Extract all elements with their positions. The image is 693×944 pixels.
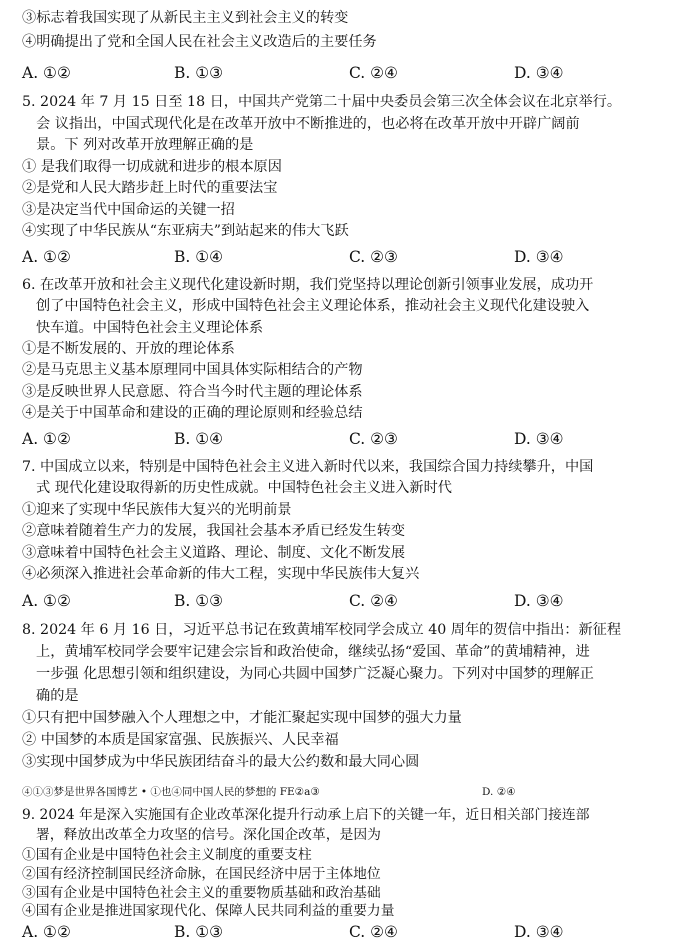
q9-option-a: A. ①② (22, 923, 71, 941)
q6-option-a: A. ①② (22, 430, 71, 448)
q7-statement-2: ②意味着随着生产力的发展，我国社会基本矛盾已经发生转变 (22, 523, 406, 539)
q5-option-c: C. ②③ (349, 248, 398, 266)
q5-stem-line-1: 5. 2024 年 7 月 15 日至 18 日，中国共产党第二十届中央委员会第三次全体会议在北京举行。 (22, 94, 622, 110)
q9-stem-line-2: 署，释放出改革全力攻坚的信号。深化国企改革，是因为 (36, 827, 381, 843)
q4-option-a: A. ①② (22, 64, 71, 82)
q5-option-b: B. ①④ (174, 248, 224, 266)
q7-statement-1: ①迎来了实现中华民族伟大复兴的光明前景 (22, 502, 292, 518)
q6-options (22, 428, 679, 450)
q8-statement-4-row (22, 784, 679, 800)
q6-statement-4: ④是关于中国革命和建设的正确的理论原则和经验总结 (22, 405, 363, 421)
q7-stem-line-2: 式 现代化建设取得新的历史性成就。中国特色社会主义进入新时代 (36, 480, 452, 496)
q7-stem-line-1: 7. 中国成立以来，特别是中国特色社会主义进入新时代以来，我国综合国力持续攀升，中国 (22, 459, 594, 475)
q9-statement-4: ④国有企业是推进国家现代化、保障人民共同利益的重要力量 (22, 903, 395, 919)
q8-stem-line-4: 确的是 (36, 688, 79, 704)
q5-statement-3: ③是决定当代中国命运的关键一招 (22, 202, 235, 218)
q4-options (22, 62, 679, 84)
q6-stem-line-2: 创了中国特色社会主义，形成中国特色社会主义理论体系，推动社会主义现代化建设驶入 (36, 298, 590, 314)
q5-option-a: A. ①② (22, 248, 71, 266)
q9-statement-2: ②国有经济控制国民经济命脉，在国民经济中居于主体地位 (22, 866, 381, 882)
q9-statement-3: ③国有企业是中国特色社会主义的重要物质基础和政治基础 (22, 885, 381, 901)
q4-option-c: C. ②④ (349, 64, 398, 82)
q9-option-b: B. ①③ (174, 923, 224, 941)
q7-option-c: C. ②④ (349, 592, 398, 610)
q5-stem-line-2: 会 议指出，中国式现代化是在改革开放中不断推进的，也必将在改革开放中开辟广阔前 (36, 116, 580, 132)
q6-stem-line-3: 快车道。中国特色社会主义理论体系 (36, 320, 264, 336)
q9-stem-line-1: 9. 2024 年是深入实施国有企业改革深化提升行动承上启下的关键一年，近日相关部门接连部 (22, 807, 590, 823)
q5-option-d: D. ③④ (514, 248, 564, 266)
q4-statement-4: ④明确提出了党和全国人民在社会主义改造后的主要任务 (22, 34, 377, 50)
q6-option-b: B. ①④ (174, 430, 224, 448)
q7-option-d: D. ③④ (514, 592, 564, 610)
q7-statement-4: ④必须深入推进社会革命新的伟大工程，实现中华民族伟大复兴 (22, 566, 420, 582)
q5-statement-4: ④实现了中华民族从“东亚病夫”到站起来的伟大飞跃 (22, 223, 349, 239)
q4-option-b: B. ①③ (174, 64, 224, 82)
q6-statement-1: ①是不断发展的、开放的理论体系 (22, 341, 235, 357)
q9-option-c: C. ②④ (349, 923, 398, 941)
q6-statement-3: ③是反映世界人民意愿、符合当今时代主题的理论体系 (22, 384, 363, 400)
q8-stem-line-1: 8. 2024 年 6 月 16 日，习近平总书记在致黄埔军校同学会成立 40 周年的贺信中指出：新征程 (22, 622, 622, 638)
q6-statement-2: ②是马克思主义基本原理同中国具体实际相结合的产物 (22, 362, 363, 378)
q4-option-d: D. ③④ (514, 64, 564, 82)
q8-statement-3: ③实现中国梦成为中华民族团结奋斗的最大公约数和最大同心圆 (22, 754, 420, 770)
q5-statement-1: ① 是我们取得一切成就和进步的根本原因 (22, 159, 282, 175)
q9-option-d: D. ③④ (514, 923, 564, 941)
q8-statement-4: ④①③梦是世界各国博艺 • ①也④同中国人民的梦想的 FE②a③ (22, 786, 320, 798)
q8-statement-1: ①只有把中国梦融入个人理想之中，才能汇聚起实现中国梦的强大力量 (22, 710, 462, 726)
q8-option-d: D. ②④ (482, 786, 516, 798)
q5-options (22, 246, 679, 268)
q6-option-c: C. ②③ (349, 430, 398, 448)
q6-stem-line-1: 6. 在改革开放和社会主义现代化建设新时期，我们党坚持以理论创新引领事业发展，成功开 (22, 277, 594, 293)
q7-options (22, 590, 679, 612)
q8-statement-2: ② 中国梦的本质是国家富强、民族振兴、人民幸福 (22, 732, 339, 748)
q5-stem-line-3: 景。下 列对改革开放理解正确的是 (36, 137, 254, 153)
q7-option-a: A. ①② (22, 592, 71, 610)
q6-option-d: D. ③④ (514, 430, 564, 448)
q9-statement-1: ①国有企业是中国特色社会主义制度的重要支柱 (22, 847, 312, 863)
q7-statement-3: ③意味着中国特色社会主义道路、理论、制度、文化不断发展 (22, 545, 406, 561)
q9-options (22, 921, 679, 943)
q7-option-b: B. ①③ (174, 592, 224, 610)
q8-stem-line-3: 一步强 化思想引领和组织建设，为同心共圆中国梦广泛凝心聚力。下列对中国梦的理解正 (36, 666, 594, 682)
q4-statement-3: ③标志着我国实现了从新民主主义到社会主义的转变 (22, 10, 349, 26)
q8-stem-line-2: 上，黄埔军校同学会要牢记建会宗旨和政治使命，继续弘扬“爱国、革命”的黄埔精神，进 (36, 644, 590, 660)
q5-statement-2: ②是党和人民大踏步赶上时代的重要法宝 (22, 180, 278, 196)
